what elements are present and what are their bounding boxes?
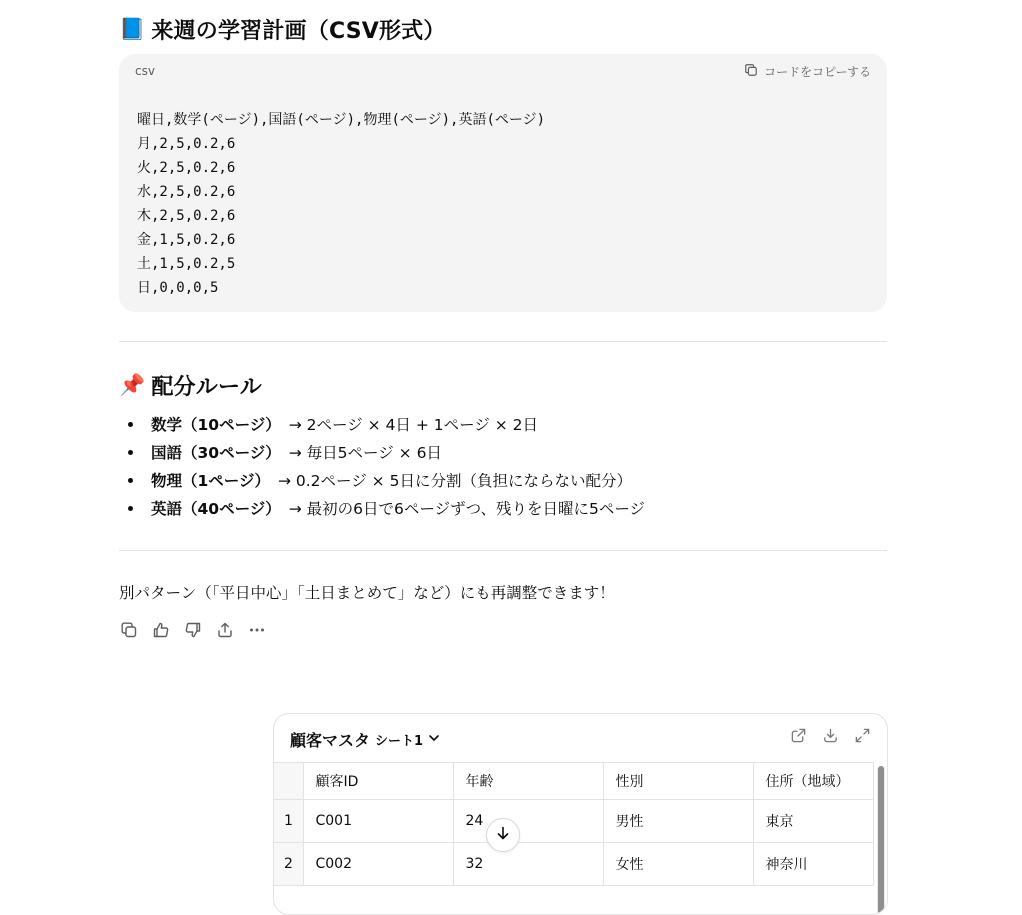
- sheet-selector[interactable]: [375, 730, 441, 749]
- code-line: 曜日,数学(ページ),国語(ページ),物理(ページ),英語(ページ): [137, 112, 546, 128]
- rule-subject: 国語（30ページ）: [151, 444, 281, 462]
- pushpin-icon: 📌: [119, 372, 146, 397]
- table-cell[interactable]: 24: [453, 800, 603, 843]
- table-row: [274, 843, 873, 886]
- divider: [119, 341, 887, 342]
- spreadsheet-table: [274, 762, 874, 886]
- copy-code-label: コードをコピーする: [764, 64, 871, 79]
- download-icon: [822, 727, 839, 748]
- open-external-icon: [790, 727, 807, 748]
- more-icon: [248, 621, 266, 643]
- good-response-button[interactable]: [151, 620, 171, 644]
- share-icon: [216, 621, 234, 643]
- list-item: [119, 438, 887, 466]
- code-line: 日,0,0,0,5: [137, 280, 219, 296]
- share-button[interactable]: [215, 620, 235, 644]
- rule-detail: → 2ページ × 4日 + 1ページ × 2日: [288, 416, 539, 434]
- scroll-to-bottom-button[interactable]: [486, 818, 520, 852]
- table-cell[interactable]: 神奈川: [753, 843, 873, 886]
- code-line: 月,2,5,0.2,6: [137, 136, 236, 152]
- copy-message-button[interactable]: [119, 620, 139, 644]
- rule-detail: → 0.2ページ × 5日に分割（負担にならない配分）: [277, 472, 632, 490]
- csv-code-block: [119, 54, 887, 312]
- spreadsheet-tools: [789, 728, 871, 746]
- code-line: 土,1,5,0.2,5: [137, 256, 236, 272]
- rule-detail: → 毎日5ページ × 6日: [288, 444, 442, 462]
- chevron-down-icon: [427, 731, 441, 749]
- header-row: [274, 763, 873, 800]
- copy-icon: [744, 63, 758, 80]
- expand-icon: [854, 727, 871, 748]
- copy-code-button[interactable]: [744, 62, 871, 80]
- more-options-button[interactable]: [247, 620, 267, 644]
- open-external-button[interactable]: [789, 728, 807, 746]
- rules-heading-text: 配分ルール: [151, 374, 262, 400]
- divider: [119, 550, 887, 551]
- sheet-tab-label: シート1: [375, 734, 424, 749]
- code-content: [137, 108, 545, 300]
- row-number: 2: [274, 843, 303, 886]
- column-header[interactable]: 年齢: [453, 763, 603, 800]
- rule-subject: 物理（1ページ）: [151, 472, 270, 490]
- rules-list: [119, 410, 887, 522]
- rule-subject: 英語（40ページ）: [151, 500, 281, 518]
- copy-icon: [120, 621, 138, 643]
- bad-response-button[interactable]: [183, 620, 203, 644]
- rule-detail: → 最初の6日で6ページずつ、残りを日曜に5ページ: [288, 500, 646, 518]
- code-language-label: csv: [135, 64, 155, 78]
- code-line: 水,2,5,0.2,6: [137, 184, 236, 200]
- spreadsheet-card: [273, 713, 888, 915]
- plan-heading: [119, 13, 446, 45]
- thumbs-down-icon: [184, 621, 202, 643]
- spreadsheet-title: 顧客マスタ: [290, 731, 371, 750]
- list-item: [119, 494, 887, 522]
- scrollbar-thumb[interactable]: [878, 766, 884, 915]
- plan-heading-text: 来週の学習計画（CSV形式）: [151, 18, 446, 44]
- table-cell[interactable]: C001: [303, 800, 453, 843]
- table-cell[interactable]: C002: [303, 843, 453, 886]
- table-cell[interactable]: 東京: [753, 800, 873, 843]
- list-item: [119, 466, 887, 494]
- closing-text: 別パターン（「平日中心」「土日まとめて」など）にも再調整できます！: [119, 584, 615, 602]
- rule-subject: 数学（10ページ）: [151, 416, 281, 434]
- code-line: 金,1,5,0.2,6: [137, 232, 236, 248]
- table-cell[interactable]: 男性: [603, 800, 753, 843]
- thumbs-up-icon: [152, 621, 170, 643]
- column-header[interactable]: 住所（地域）: [753, 763, 873, 800]
- message-actions: [119, 620, 267, 644]
- spreadsheet-header: [274, 714, 887, 762]
- list-item: [119, 410, 887, 438]
- code-line: 木,2,5,0.2,6: [137, 208, 236, 224]
- table-cell[interactable]: 女性: [603, 843, 753, 886]
- vertical-scrollbar[interactable]: [877, 766, 885, 915]
- expand-button[interactable]: [853, 728, 871, 746]
- rules-heading: [119, 369, 262, 401]
- table-cell[interactable]: 32: [453, 843, 603, 886]
- download-button[interactable]: [821, 728, 839, 746]
- arrow-down-icon: [495, 825, 511, 845]
- column-header[interactable]: 性別: [603, 763, 753, 800]
- column-header[interactable]: 顧客ID: [303, 763, 453, 800]
- table-row: [274, 800, 873, 843]
- book-icon: 📘: [119, 16, 146, 41]
- row-number: 1: [274, 800, 303, 843]
- corner-cell: [274, 763, 303, 800]
- code-line: 火,2,5,0.2,6: [137, 160, 236, 176]
